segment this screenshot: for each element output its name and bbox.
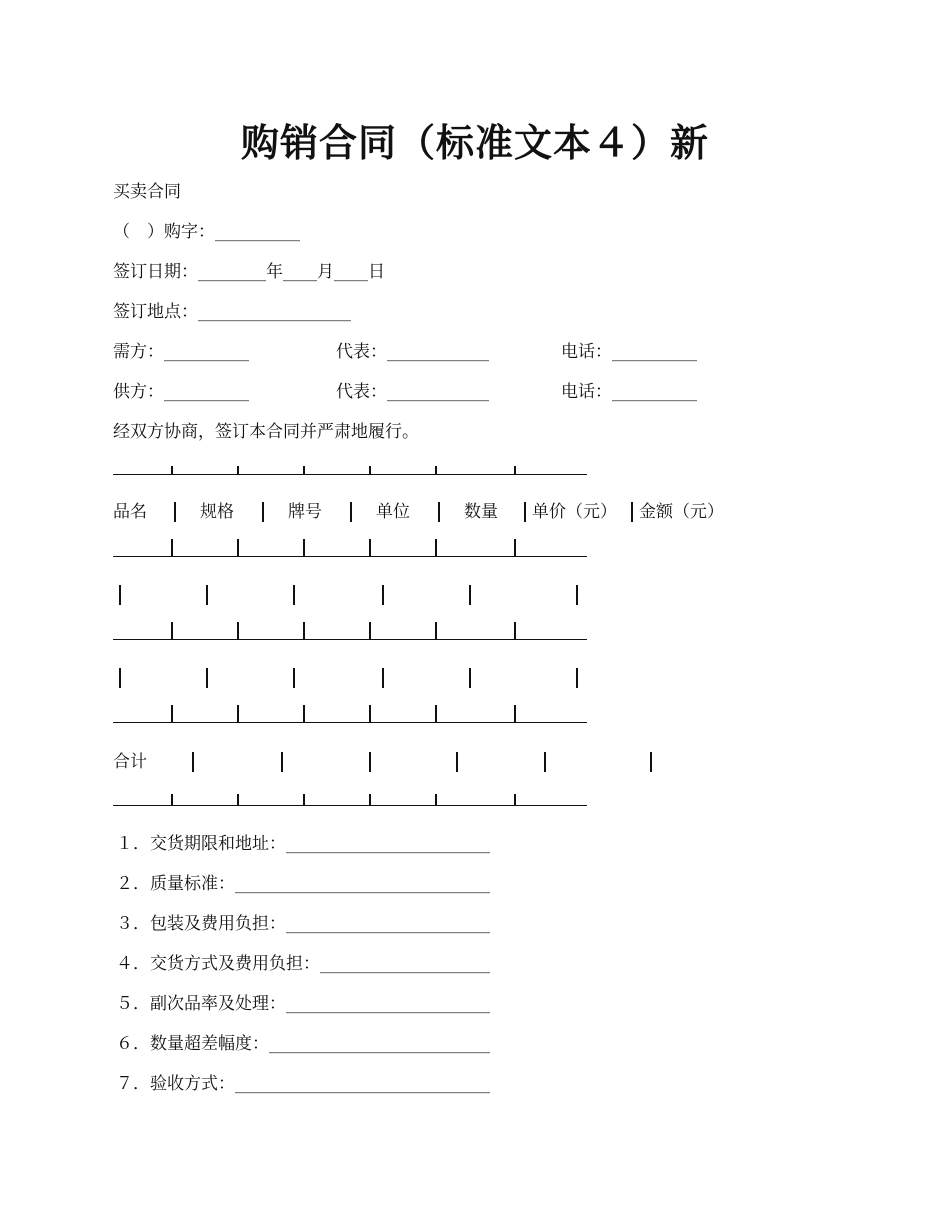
table-separator bbox=[206, 668, 208, 688]
table-separator bbox=[293, 585, 295, 605]
table-separator bbox=[192, 752, 194, 772]
table-separator bbox=[350, 502, 352, 522]
table-rule bbox=[113, 625, 587, 640]
table-separator bbox=[382, 668, 384, 688]
table-separator bbox=[119, 668, 121, 688]
table-total-label: 合计 bbox=[113, 752, 147, 772]
buyer-phone-field: 电话：__________ bbox=[561, 342, 697, 362]
seller-rep-field: 代表：____________ bbox=[336, 382, 489, 402]
table-separator bbox=[631, 502, 633, 522]
buyer-rep-field: 代表：____________ bbox=[336, 342, 489, 362]
table-separator bbox=[456, 752, 458, 772]
seller-phone-field: 电话：__________ bbox=[561, 382, 697, 402]
clause-quantity-tolerance: ６．数量超差幅度：__________________________ bbox=[116, 1034, 490, 1054]
table-header-name: 品名 bbox=[113, 502, 147, 522]
table-rule bbox=[113, 542, 587, 557]
table-separator bbox=[438, 502, 440, 522]
table-separator bbox=[262, 502, 264, 522]
clause-delivery-term: １．交货期限和地址：________________________ bbox=[116, 834, 490, 854]
table-header-unit: 单位 bbox=[376, 502, 410, 522]
agreement-statement: 经双方协商，签订本合同并严肃地履行。 bbox=[113, 422, 419, 442]
table-separator bbox=[469, 668, 471, 688]
table-separator bbox=[576, 668, 578, 688]
clause-quality-standard: ２．质量标准：______________________________ bbox=[116, 874, 490, 894]
table-separator bbox=[544, 752, 546, 772]
table-header-brand: 牌号 bbox=[288, 502, 322, 522]
table-rule bbox=[113, 708, 587, 723]
table-separator bbox=[469, 585, 471, 605]
table-separator bbox=[281, 752, 283, 772]
clause-acceptance-method: ７．验收方式：______________________________ bbox=[116, 1074, 490, 1094]
table-rule bbox=[113, 460, 587, 475]
purchase-number-field: （ ）购字：__________ bbox=[113, 222, 300, 242]
table-separator bbox=[206, 585, 208, 605]
table-rule bbox=[113, 791, 587, 806]
clause-packaging-cost: ３．包装及费用负担：________________________ bbox=[116, 914, 490, 934]
sign-place-field: 签订地点：__________________ bbox=[113, 302, 351, 322]
table-header-spec: 规格 bbox=[200, 502, 234, 522]
table-header-unit-price: 单价（元） bbox=[532, 502, 617, 522]
table-header-quantity: 数量 bbox=[464, 502, 498, 522]
table-separator bbox=[524, 502, 526, 522]
buyer-party-field: 需方：__________ bbox=[113, 342, 249, 362]
clause-delivery-method: ４．交货方式及费用负担：____________________ bbox=[116, 954, 490, 974]
table-separator bbox=[382, 585, 384, 605]
sign-date-field: 签订日期：________年____月____日 bbox=[113, 262, 385, 282]
table-separator bbox=[576, 585, 578, 605]
table-separator bbox=[650, 752, 652, 772]
clause-defect-rate: ５．副次品率及处理：________________________ bbox=[116, 994, 490, 1014]
table-separator bbox=[174, 502, 176, 522]
table-separator bbox=[119, 585, 121, 605]
seller-party-field: 供方：__________ bbox=[113, 382, 249, 402]
table-separator bbox=[293, 668, 295, 688]
contract-subtitle: 买卖合同 bbox=[113, 182, 181, 202]
table-header-amount: 金额（元） bbox=[639, 502, 724, 522]
table-separator bbox=[369, 752, 371, 772]
page-title: 购销合同（标准文本４）新 bbox=[240, 120, 709, 165]
